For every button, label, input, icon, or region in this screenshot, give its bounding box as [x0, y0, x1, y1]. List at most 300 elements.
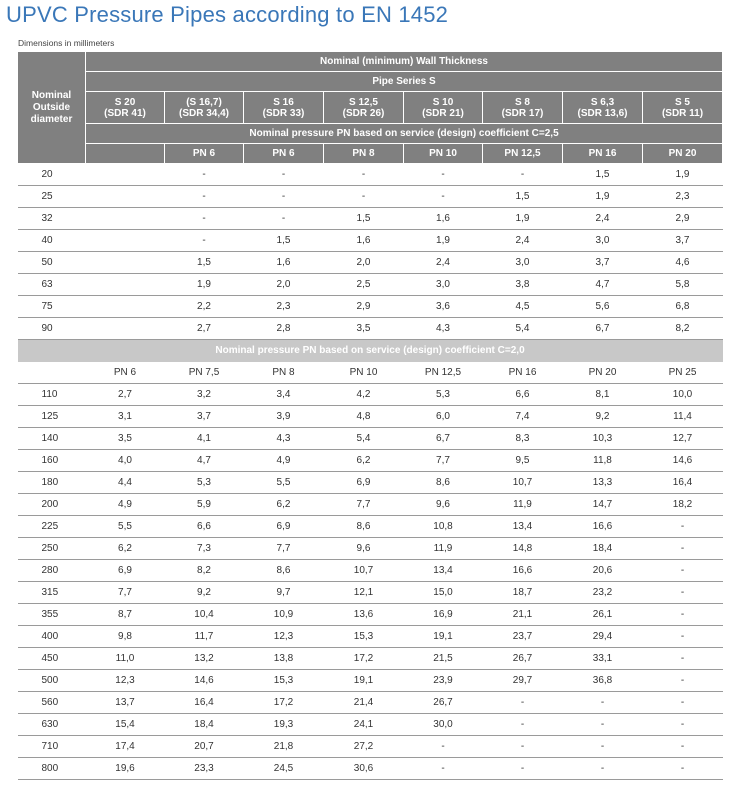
thickness-cell: 4,6 — [643, 252, 723, 274]
thickness-cell: 19,1 — [324, 669, 404, 691]
thickness-cell: 4,4 — [86, 471, 165, 493]
thickness-cell: 3,0 — [563, 230, 643, 252]
diameter-cell: 450 — [18, 647, 86, 669]
thickness-cell: 2,4 — [404, 252, 483, 274]
thickness-cell: - — [244, 186, 324, 208]
thickness-cell: - — [165, 186, 244, 208]
series-header — [244, 92, 324, 124]
thickness-cell — [86, 252, 165, 274]
diameter-cell: 200 — [18, 493, 86, 515]
thickness-cell: 18,2 — [643, 493, 723, 515]
dimensions-note: Dimensions in millimeters — [18, 38, 115, 48]
thickness-cell: 5,5 — [244, 471, 324, 493]
diameter-cell: 225 — [18, 515, 86, 537]
diameter-cell: 40 — [18, 230, 86, 252]
thickness-cell: 9,6 — [404, 493, 483, 515]
thickness-cell: 11,7 — [165, 625, 244, 647]
thickness-cell: 1,5 — [324, 208, 404, 230]
series-s-label: S 6,3 — [590, 96, 615, 108]
pipe-series-header: Pipe Series S — [86, 72, 723, 92]
thickness-cell: 1,9 — [643, 164, 723, 186]
thickness-cell: - — [643, 515, 723, 537]
table-row — [18, 493, 723, 515]
thickness-cell: 16,6 — [483, 559, 563, 581]
table-row — [18, 515, 723, 537]
thickness-cell: 21,5 — [404, 647, 483, 669]
thickness-cell: 2,4 — [483, 230, 563, 252]
thickness-cell: 5,5 — [86, 515, 165, 537]
series-s-label: S 20 — [114, 96, 136, 108]
thickness-cell: 7,7 — [86, 581, 165, 603]
thickness-cell: 5,4 — [324, 427, 404, 449]
pn-header-cell: PN 8 — [324, 144, 404, 164]
thickness-cell: 12,7 — [643, 427, 723, 449]
series-s-label: S 12,5 — [349, 96, 378, 108]
thickness-cell: 10,7 — [324, 559, 404, 581]
thickness-cell: - — [643, 603, 723, 625]
thickness-cell: 36,8 — [563, 669, 643, 691]
pn-label-cell: PN 12,5 — [404, 362, 483, 384]
thickness-cell: 3,0 — [483, 252, 563, 274]
thickness-cell: 19,1 — [404, 625, 483, 647]
thickness-cell: 10,8 — [404, 515, 483, 537]
thickness-cell: - — [244, 164, 324, 186]
thickness-cell: 3,2 — [165, 383, 244, 405]
thickness-cell: 24,1 — [324, 713, 404, 735]
thickness-cell: 9,2 — [165, 581, 244, 603]
thickness-cell: 15,0 — [404, 581, 483, 603]
thickness-cell: 7,7 — [244, 537, 324, 559]
thickness-cell: 6,8 — [643, 296, 723, 318]
thickness-cell: 4,2 — [324, 383, 404, 405]
thickness-cell: 1,5 — [244, 230, 324, 252]
thickness-cell: 3,8 — [483, 274, 563, 296]
thickness-cell: 5,3 — [404, 383, 483, 405]
thickness-cell: 5,3 — [165, 471, 244, 493]
thickness-cell: 13,8 — [244, 647, 324, 669]
thickness-cell: - — [563, 713, 643, 735]
thickness-cell: 3,0 — [404, 274, 483, 296]
series-s-label: S 5 — [674, 96, 690, 108]
thickness-cell: - — [404, 735, 483, 757]
thickness-cell: 4,9 — [86, 493, 165, 515]
thickness-cell: 14,8 — [483, 537, 563, 559]
thickness-cell: 3,5 — [86, 427, 165, 449]
thickness-cell: 15,3 — [324, 625, 404, 647]
thickness-cell: 2,2 — [165, 296, 244, 318]
pipe-dimensions-table — [17, 51, 723, 780]
thickness-cell: 23,2 — [563, 581, 643, 603]
thickness-cell: 10,3 — [563, 427, 643, 449]
thickness-cell: 13,6 — [324, 603, 404, 625]
thickness-cell: 8,2 — [643, 318, 723, 340]
thickness-cell: 11,9 — [483, 493, 563, 515]
thickness-cell: - — [643, 559, 723, 581]
pn-label-cell: PN 7,5 — [165, 362, 244, 384]
diameter-cell: 500 — [18, 669, 86, 691]
thickness-cell: 13,2 — [165, 647, 244, 669]
thickness-cell: 23,9 — [404, 669, 483, 691]
thickness-cell: 20,7 — [165, 735, 244, 757]
pn-row-blank — [18, 362, 86, 384]
thickness-cell: 3,4 — [244, 383, 324, 405]
thickness-cell: 1,9 — [165, 274, 244, 296]
thickness-cell: 1,9 — [563, 186, 643, 208]
thickness-cell: 26,1 — [563, 603, 643, 625]
table-row — [18, 669, 723, 691]
thickness-cell: 6,7 — [563, 318, 643, 340]
thickness-cell: - — [324, 164, 404, 186]
pn-header-cell: PN 20 — [643, 144, 723, 164]
series-sdr-label: (SDR 13,6) — [577, 107, 628, 119]
pn-header-cell: PN 10 — [404, 144, 483, 164]
thickness-cell: 4,3 — [244, 427, 324, 449]
diameter-cell: 125 — [18, 405, 86, 427]
table-row — [18, 296, 723, 318]
series-sdr-label: (SDR 11) — [661, 107, 704, 119]
thickness-cell: 14,6 — [165, 669, 244, 691]
thickness-cell: 5,4 — [483, 318, 563, 340]
thickness-cell: - — [563, 691, 643, 713]
thickness-cell: 9,2 — [563, 405, 643, 427]
table-row — [18, 713, 723, 735]
thickness-cell: 4,7 — [563, 274, 643, 296]
thickness-cell: - — [643, 537, 723, 559]
thickness-cell: 7,4 — [483, 405, 563, 427]
thickness-cell: 4,8 — [324, 405, 404, 427]
thickness-cell: 7,7 — [324, 493, 404, 515]
thickness-cell: 8,6 — [404, 471, 483, 493]
thickness-cell: 5,8 — [643, 274, 723, 296]
series-sdr-label: (SDR 33) — [262, 107, 305, 119]
diameter-cell: 32 — [18, 208, 86, 230]
thickness-cell: 26,7 — [404, 691, 483, 713]
table-row — [18, 581, 723, 603]
thickness-cell: - — [643, 691, 723, 713]
thickness-cell: - — [244, 208, 324, 230]
thickness-cell: 27,2 — [324, 735, 404, 757]
series-header — [86, 92, 165, 124]
thickness-cell: 11,0 — [86, 647, 165, 669]
thickness-cell: 11,8 — [563, 449, 643, 471]
thickness-cell: - — [643, 757, 723, 779]
thickness-cell: - — [643, 735, 723, 757]
diameter-cell: 50 — [18, 252, 86, 274]
series-sdr-label: (SDR 41) — [104, 107, 146, 119]
thickness-cell: 11,4 — [643, 405, 723, 427]
thickness-cell: 29,7 — [483, 669, 563, 691]
series-header — [165, 92, 244, 124]
series-header — [643, 92, 723, 124]
table-row — [18, 274, 723, 296]
diameter-cell: 630 — [18, 713, 86, 735]
thickness-cell: 26,7 — [483, 647, 563, 669]
thickness-cell — [86, 274, 165, 296]
thickness-cell: - — [643, 625, 723, 647]
diameter-cell: 63 — [18, 274, 86, 296]
thickness-cell: 8,3 — [483, 427, 563, 449]
thickness-cell — [86, 164, 165, 186]
thickness-cell: - — [404, 757, 483, 779]
thickness-cell: 2,7 — [165, 318, 244, 340]
thickness-cell: 2,4 — [563, 208, 643, 230]
thickness-cell: 6,2 — [324, 449, 404, 471]
thickness-cell: 8,2 — [165, 559, 244, 581]
diameter-cell: 560 — [18, 691, 86, 713]
series-s-label: S 16 — [273, 96, 294, 108]
series-header — [404, 92, 483, 124]
table-row — [18, 625, 723, 647]
thickness-cell: 17,4 — [86, 735, 165, 757]
thickness-cell: 1,6 — [324, 230, 404, 252]
thickness-cell: 8,6 — [324, 515, 404, 537]
thickness-cell: 14,6 — [643, 449, 723, 471]
thickness-cell: - — [165, 230, 244, 252]
thickness-cell: 2,7 — [86, 383, 165, 405]
diameter-cell: 315 — [18, 581, 86, 603]
thickness-cell — [86, 296, 165, 318]
diameter-cell: 710 — [18, 735, 86, 757]
table-row — [18, 383, 723, 405]
thickness-cell: 21,1 — [483, 603, 563, 625]
thickness-cell: 2,9 — [643, 208, 723, 230]
thickness-cell: 10,9 — [244, 603, 324, 625]
thickness-cell: 1,6 — [244, 252, 324, 274]
thickness-cell: - — [483, 691, 563, 713]
table-row — [18, 559, 723, 581]
thickness-cell: 16,6 — [563, 515, 643, 537]
pn-header-cell: PN 6 — [244, 144, 324, 164]
thickness-cell: 6,6 — [483, 383, 563, 405]
diameter-cell: 355 — [18, 603, 86, 625]
thickness-cell: 30,0 — [404, 713, 483, 735]
thickness-cell: 7,3 — [165, 537, 244, 559]
table-row — [18, 471, 723, 493]
thickness-cell: 15,3 — [244, 669, 324, 691]
thickness-cell: 3,7 — [563, 252, 643, 274]
thickness-cell: 9,7 — [244, 581, 324, 603]
thickness-cell: 2,0 — [244, 274, 324, 296]
thickness-cell: - — [483, 735, 563, 757]
pn-label-cell: PN 8 — [244, 362, 324, 384]
series-sdr-label: (SDR 26) — [342, 107, 385, 119]
diameter-cell: 160 — [18, 449, 86, 471]
diameter-cell: 800 — [18, 757, 86, 779]
thickness-cell: 10,0 — [643, 383, 723, 405]
table-row — [18, 537, 723, 559]
table-row — [18, 252, 723, 274]
diameter-cell: 110 — [18, 383, 86, 405]
thickness-cell: 2,0 — [324, 252, 404, 274]
thickness-cell: 12,3 — [244, 625, 324, 647]
thickness-cell: 6,2 — [244, 493, 324, 515]
coefficient-25-header: Nominal pressure PN based on service (design) coefficient C=2,5 — [86, 124, 723, 144]
thickness-cell: - — [324, 186, 404, 208]
pn-label-cell: PN 20 — [563, 362, 643, 384]
thickness-cell: 2,8 — [244, 318, 324, 340]
series-header — [563, 92, 643, 124]
thickness-cell: 6,9 — [86, 559, 165, 581]
thickness-cell: 13,7 — [86, 691, 165, 713]
thickness-cell: 3,7 — [165, 405, 244, 427]
pn-header-cell: PN 6 — [165, 144, 244, 164]
thickness-cell: 6,9 — [244, 515, 324, 537]
table-row — [18, 647, 723, 669]
thickness-cell: 6,2 — [86, 537, 165, 559]
diameter-cell: 280 — [18, 559, 86, 581]
diameter-cell: 180 — [18, 471, 86, 493]
thickness-cell: 29,4 — [563, 625, 643, 647]
thickness-cell: 21,8 — [244, 735, 324, 757]
table-row — [18, 186, 723, 208]
series-header — [483, 92, 563, 124]
thickness-cell: 7,7 — [404, 449, 483, 471]
pn-label-cell: PN 16 — [483, 362, 563, 384]
thickness-cell: 6,9 — [324, 471, 404, 493]
thickness-cell: 5,9 — [165, 493, 244, 515]
thickness-cell: 11,9 — [404, 537, 483, 559]
nominal-outside-diameter-header: Nominal Outside diameter — [18, 52, 86, 164]
thickness-cell: 19,3 — [244, 713, 324, 735]
thickness-cell: 3,1 — [86, 405, 165, 427]
thickness-cell: 1,9 — [404, 230, 483, 252]
diameter-cell: 90 — [18, 318, 86, 340]
thickness-cell: - — [643, 581, 723, 603]
thickness-cell: 21,4 — [324, 691, 404, 713]
thickness-cell: 18,7 — [483, 581, 563, 603]
series-s-label: S 8 — [514, 96, 530, 108]
thickness-cell — [86, 318, 165, 340]
thickness-cell: 6,0 — [404, 405, 483, 427]
thickness-cell: - — [165, 164, 244, 186]
thickness-cell: 2,3 — [244, 296, 324, 318]
thickness-cell: 6,6 — [165, 515, 244, 537]
table-row — [18, 691, 723, 713]
table-row — [18, 164, 723, 186]
page-title: UPVC Pressure Pipes according to EN 1452 — [6, 2, 449, 27]
pn-header-blank — [86, 144, 165, 164]
thickness-cell: 30,6 — [324, 757, 404, 779]
series-sdr-label: (SDR 21) — [422, 107, 464, 119]
diameter-cell: 400 — [18, 625, 86, 647]
thickness-cell: 3,9 — [244, 405, 324, 427]
thickness-cell: 9,8 — [86, 625, 165, 647]
thickness-cell: 33,1 — [563, 647, 643, 669]
table-row — [18, 735, 723, 757]
thickness-cell: 14,7 — [563, 493, 643, 515]
thickness-cell: 17,2 — [324, 647, 404, 669]
thickness-cell: 17,2 — [244, 691, 324, 713]
thickness-cell: 2,5 — [324, 274, 404, 296]
thickness-cell: 3,6 — [404, 296, 483, 318]
thickness-cell: 1,6 — [404, 208, 483, 230]
series-sdr-label: (SDR 34,4) — [178, 107, 229, 119]
thickness-cell: 8,7 — [86, 603, 165, 625]
thickness-cell: - — [643, 713, 723, 735]
thickness-cell: - — [563, 757, 643, 779]
thickness-cell: 24,5 — [244, 757, 324, 779]
pn-header-cell: PN 16 — [563, 144, 643, 164]
pn-label-cell: PN 6 — [86, 362, 165, 384]
thickness-cell: - — [404, 186, 483, 208]
wall-thickness-header: Nominal (minimum) Wall Thickness — [86, 52, 723, 72]
thickness-cell: - — [563, 735, 643, 757]
thickness-cell: 5,6 — [563, 296, 643, 318]
thickness-cell: 13,4 — [404, 559, 483, 581]
thickness-cell: 4,0 — [86, 449, 165, 471]
thickness-cell: - — [483, 164, 563, 186]
table-row — [18, 405, 723, 427]
diameter-cell: 75 — [18, 296, 86, 318]
table-row — [18, 318, 723, 340]
thickness-cell: 9,5 — [483, 449, 563, 471]
pn-label-cell: PN 10 — [324, 362, 404, 384]
thickness-cell: - — [643, 647, 723, 669]
table-row — [18, 603, 723, 625]
diameter-cell: 140 — [18, 427, 86, 449]
series-s-label: (S 16,7) — [186, 96, 222, 108]
thickness-cell: 16,9 — [404, 603, 483, 625]
thickness-cell: - — [483, 713, 563, 735]
thickness-cell: 13,3 — [563, 471, 643, 493]
series-header — [324, 92, 404, 124]
thickness-cell: 23,3 — [165, 757, 244, 779]
thickness-cell: 1,5 — [165, 252, 244, 274]
pn-header-cell: PN 12,5 — [483, 144, 563, 164]
table-row — [18, 230, 723, 252]
thickness-cell: 19,6 — [86, 757, 165, 779]
pn-label-cell: PN 25 — [643, 362, 723, 384]
thickness-cell: 4,1 — [165, 427, 244, 449]
table-row — [18, 757, 723, 779]
diameter-cell: 25 — [18, 186, 86, 208]
thickness-cell: 6,7 — [404, 427, 483, 449]
thickness-cell: 1,5 — [483, 186, 563, 208]
thickness-cell: 2,9 — [324, 296, 404, 318]
thickness-cell: 18,4 — [165, 713, 244, 735]
table-row — [18, 449, 723, 471]
thickness-cell: 10,4 — [165, 603, 244, 625]
thickness-cell: 12,1 — [324, 581, 404, 603]
thickness-cell: 4,3 — [404, 318, 483, 340]
thickness-cell: 18,4 — [563, 537, 643, 559]
thickness-cell — [86, 208, 165, 230]
thickness-cell: 8,1 — [563, 383, 643, 405]
thickness-cell: 16,4 — [165, 691, 244, 713]
thickness-cell: 15,4 — [86, 713, 165, 735]
table-row — [18, 208, 723, 230]
thickness-cell: 1,9 — [483, 208, 563, 230]
thickness-cell: 2,3 — [643, 186, 723, 208]
thickness-cell: 4,5 — [483, 296, 563, 318]
thickness-cell: - — [643, 669, 723, 691]
thickness-cell: 8,6 — [244, 559, 324, 581]
thickness-cell: 20,6 — [563, 559, 643, 581]
coefficient-20-header: Nominal pressure PN based on service (design) coefficient C=2,0 — [18, 340, 723, 362]
diameter-cell: 20 — [18, 164, 86, 186]
thickness-cell: 4,9 — [244, 449, 324, 471]
thickness-cell: 12,3 — [86, 669, 165, 691]
thickness-cell — [86, 230, 165, 252]
thickness-cell: - — [165, 208, 244, 230]
thickness-cell: 10,7 — [483, 471, 563, 493]
series-sdr-label: (SDR 17) — [501, 107, 544, 119]
thickness-cell: 9,6 — [324, 537, 404, 559]
thickness-cell: - — [404, 164, 483, 186]
thickness-cell: - — [483, 757, 563, 779]
thickness-cell — [86, 186, 165, 208]
diameter-cell: 250 — [18, 537, 86, 559]
